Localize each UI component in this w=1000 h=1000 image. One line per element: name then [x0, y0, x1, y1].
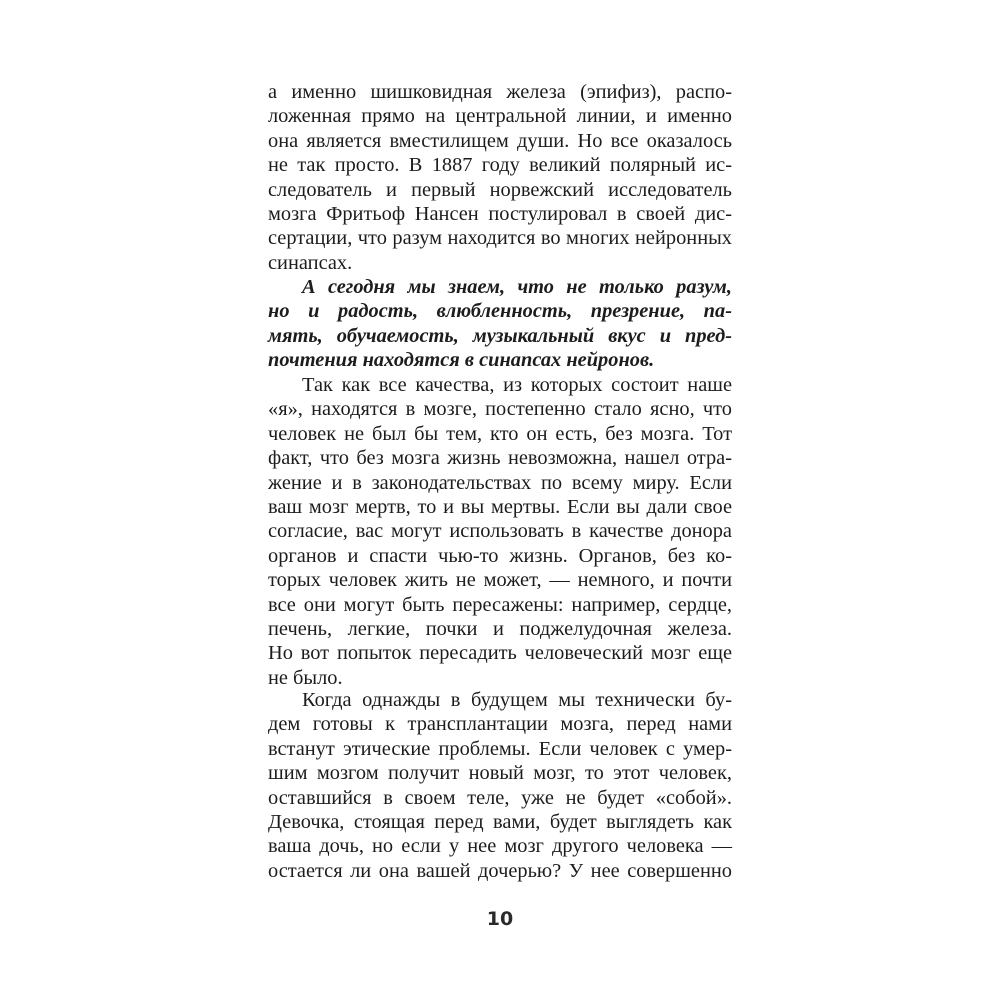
- text-line: не так просто. В 1887 году великий полярный ис-: [268, 154, 732, 177]
- text-line: «я», находятся в мозге, постепенно стало ясно, что: [268, 398, 732, 421]
- text-line: Но вот попыток пересадить человеческий мозг еще: [268, 642, 732, 665]
- text-line: следователь и первый норвежский исследователь: [268, 178, 732, 201]
- text-line: она является вместилищем души. Но все оказалось: [268, 129, 732, 152]
- text-line: согласие, вас могут использовать в качестве донора: [268, 520, 732, 543]
- text-line: Когда однажды в будущем мы технически бу-: [302, 689, 732, 711]
- text-line: а именно шишковидная железа (эпифиз), распо-: [268, 81, 732, 103]
- text-line: Девочка, стоящая перед вами, будет выглядеть как: [268, 810, 732, 833]
- text-line: ложенная прямо на центральной линии, и именно: [268, 105, 732, 128]
- text-line: органов и спасти чью-то жизнь. Органов, без ко-: [268, 544, 732, 567]
- text-line: человек не был бы тем, кто он есть, без мозга. Тот: [268, 422, 732, 445]
- text-line: сертации, что разум находится во многих нейронных: [268, 227, 732, 250]
- text-line: но и радость, влюбленность, презрение, па-: [268, 300, 732, 323]
- paragraph-3: [268, 373, 732, 690]
- text-line: шим мозгом получит новый мозг, то этот человек,: [268, 762, 732, 785]
- text-line: жение и в законодательствах по всему миру. Если: [268, 471, 732, 494]
- emphasis-paragraph: [268, 275, 732, 373]
- text-line: остается ли она вашей дочерью? У нее совершенно: [268, 859, 732, 882]
- text-line: ваш мозг мертв, то и вы мертвы. Если вы дали свое: [268, 495, 732, 518]
- text-line: оставшийся в своем теле, уже не будет «собой».: [268, 786, 732, 809]
- text-line: дем готовы к трансплантации мозга, перед нами: [268, 713, 732, 736]
- paragraph-4: [268, 688, 732, 883]
- text-line: не было.: [268, 666, 343, 689]
- text-line: печень, легкие, почки и поджелудочная железа.: [268, 617, 732, 640]
- text-line: встанут этические проблемы. Если человек с умер-: [268, 737, 732, 760]
- text-line: почтения находятся в синапсах нейронов.: [268, 349, 655, 372]
- text-line: мять, обучаемость, музыкальный вкус и пред-: [268, 324, 732, 347]
- text-line: Так как все качества, из которых состоит наше: [302, 374, 732, 396]
- text-line: А сегодня мы знаем, что не только разум,: [302, 276, 732, 298]
- text-line: ваша дочь, но если у нее мозг другого человека —: [268, 835, 732, 858]
- text-line: факт, что без мозга жизнь невозможна, нашел отра-: [268, 447, 732, 470]
- paragraph-1: [268, 80, 732, 275]
- text-line: мозга Фритьоф Нансен постулировал в своей дис-: [268, 202, 732, 225]
- text-line: синапсах.: [268, 251, 353, 274]
- text-line: торых человек жить не может, — немного, и почти: [268, 569, 732, 592]
- page-number: 10: [486, 908, 514, 930]
- text-line: все они могут быть пересажены: например, сердце,: [268, 593, 732, 616]
